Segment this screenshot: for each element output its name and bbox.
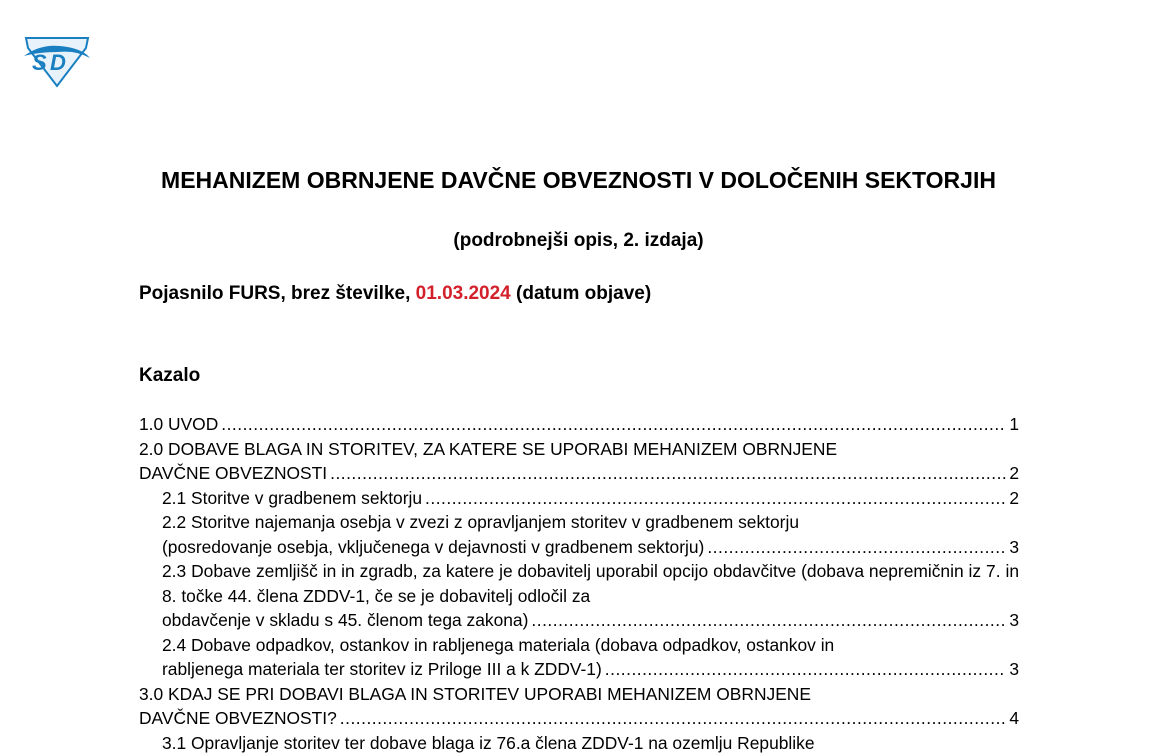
source-line <box>139 282 651 306</box>
toc-leader-dots <box>425 486 1006 511</box>
toc-leader-dots <box>330 461 1006 486</box>
toc-entry-text: 1.0 UVOD <box>139 412 218 437</box>
document-title: MEHANIZEM OBRNJENE DAVČNE OBVEZNOSTI V DOLOČENIH SEKTORJIH <box>0 165 1157 195</box>
toc-entry-text: 2.2 Storitve najemanja osebja v zvezi z opravljanjem storitev v gradbenem sektorju <box>162 512 799 532</box>
toc-entry-text: 2.1 Storitve v gradbenem sektorju <box>162 486 422 511</box>
toc-entry-kdaj-se-uporabi[interactable] <box>139 682 1019 731</box>
toc-page-number: 2 <box>1009 486 1019 511</box>
toc-page-number: 3 <box>1009 657 1019 682</box>
source-prefix: Pojasnilo FURS, brez številke, <box>139 283 410 304</box>
toc-entry-dobave-blaga[interactable] <box>139 437 1019 486</box>
toc-leader-dots <box>340 706 1007 731</box>
toc-leader-dots <box>707 535 1006 560</box>
toc-entry-text: 2.3 Dobave zemljišč in in zgradb, za katere je dobavitelj uporabil opcijo obdavčitve (dobava nepremičnin iz 7. in 8. točke 44. člena ZDDV-1, če se je dobavitelj odločil za <box>162 561 1019 606</box>
publication-date: 01.03.2024 <box>416 283 511 304</box>
toc-entry-najemanje-osebja[interactable] <box>139 510 1019 559</box>
toc-leader-dots <box>605 657 1007 682</box>
toc-entry-text-end: DAVČNE OBVEZNOSTI <box>139 461 327 486</box>
toc-page-number: 3 <box>1009 535 1019 560</box>
company-logo-icon <box>20 34 94 90</box>
toc-page-number: 1 <box>1009 412 1019 437</box>
toc-entry-odpadki[interactable] <box>139 633 1019 682</box>
toc-heading: Kazalo <box>139 364 200 388</box>
toc-page-number: 4 <box>1009 706 1019 731</box>
toc-entry-text-end: rabljenega materiala ter storitev iz Priloge III a k ZDDV-1) <box>162 657 602 682</box>
toc-entry-text: 2.0 DOBAVE BLAGA IN STORITEV, ZA KATERE SE UPORABI MEHANIZEM OBRNJENE <box>139 439 837 459</box>
toc-entry-text: 3.0 KDAJ SE PRI DOBAVI BLAGA IN STORITEV UPORABI MEHANIZEM OBRNJENE <box>139 684 811 704</box>
svg-text:S: S <box>32 50 47 75</box>
toc-entry-text: 2.4 Dobave odpadkov, ostankov in rabljenega materiala (dobava odpadkov, ostankov in <box>162 635 834 655</box>
toc-entry-gradbeni-sektor[interactable] <box>139 486 1019 511</box>
toc-entry-text-end: (posredovanje osebja, vključenega v dejavnosti v gradbenem sektorju) <box>162 535 704 560</box>
toc-page-number: 3 <box>1009 608 1019 633</box>
table-of-contents <box>139 412 1019 755</box>
toc-leader-dots <box>221 412 1006 437</box>
toc-entry-uvod[interactable] <box>139 412 1019 437</box>
toc-page-number: 2 <box>1009 461 1019 486</box>
toc-entry-text-end: obdavčenje v skladu s 45. členom tega zakona) <box>162 608 528 633</box>
document-subtitle: (podrobnejši opis, 2. izdaja) <box>0 229 1157 253</box>
toc-entry-text: 3.1 Opravljanje storitev ter dobave blaga iz 76.a člena ZDDV-1 na ozemlju Republike <box>162 733 815 753</box>
source-suffix: (datum objave) <box>516 283 651 304</box>
toc-entry-zemljisca-zgradbe[interactable] <box>139 559 1019 633</box>
svg-text:D: D <box>50 50 66 75</box>
toc-entry-text-end: DAVČNE OBVEZNOSTI? <box>139 706 337 731</box>
toc-leader-dots <box>531 608 1006 633</box>
